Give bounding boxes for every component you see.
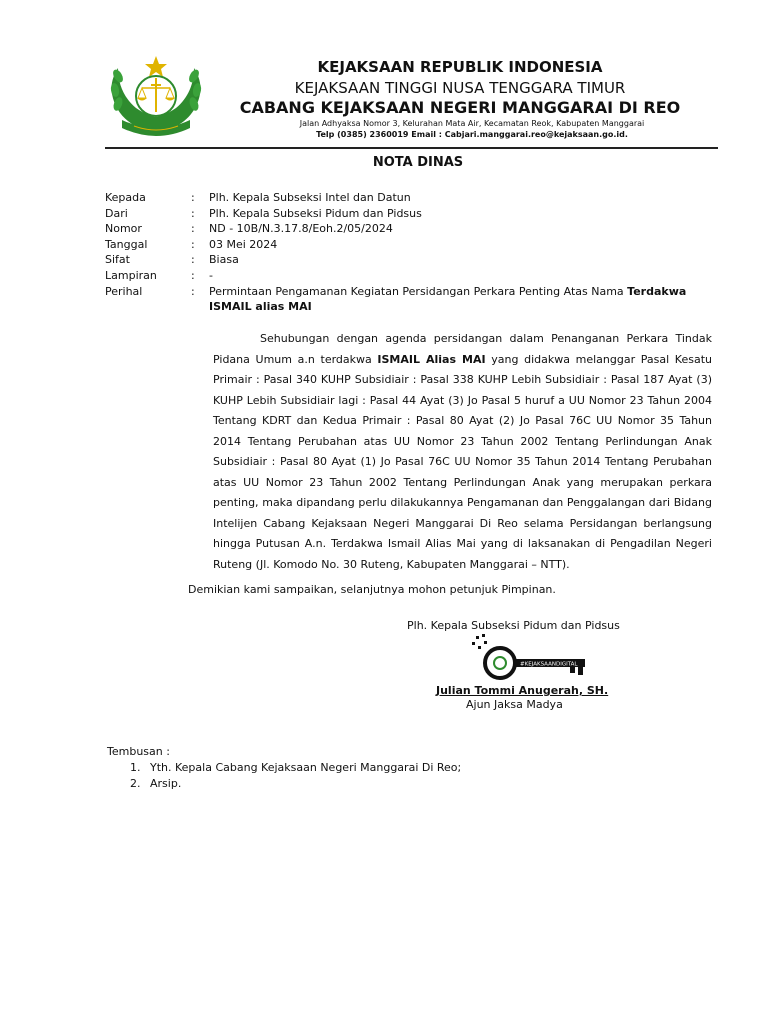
- body-text-main: yang didakwa melanggar Pasal Kesatu Primair : Pasal 340 KUHP Subsidiair : Pasal 338 KUHP Lebih Subsidiair : Pasal 187 Ayat (3) KUHP Lebih Subsidiair lagi : Pasal 44 Ayat (3) Jo Pasal 5 huruf a UU Nomor 23 Tahun 2004 Tentang KDRT dan Kedua Primair : Pasal 80 Ayat (2) Jo Pasal 76C UU Nomor 35 Tahun 2014 Tentang Perubahan atas UU Nomor 23 Tahun 2002 Tentang Perlindungan Anak Subsidiair : Pasal 80 Ayat (1) Jo Pasal 76C UU Nomor 35 Tahun 2014 Tentang Perubahan atas UU Nomor 23 Tahun 2002 Tentang Perlindungan Anak yang merupakan perkara penting, maka dipandang perlu dilakukannya Pengamanan dan Penggalangan dari Bidang Intelijen Cabang Kejaksaan Negeri Manggarai Di Reo selama Persidangan berlangsung hingga Putusan A.n. Terdakwa Ismail Alias Mai yang di laksanakan di Pengadilan Negeri Ruteng (Jl. Komodo No. 30 Ruteng, Kabupaten Manggarai – NTT).: [213, 352, 712, 571]
- meta-row-dari: [105, 206, 715, 222]
- cc-item: [130, 776, 461, 792]
- meta-colon: :: [191, 284, 195, 298]
- meta-value: Plh. Kepala Subseksi Intel dan Datun: [209, 191, 411, 204]
- meta-label: Lampiran: [105, 268, 157, 282]
- closing-sentence: Demikian kami sampaikan, selanjutnya mohon petunjuk Pimpinan.: [188, 583, 556, 596]
- meta-row-kepada: [105, 190, 715, 206]
- signatory-title: Plh. Kepala Subseksi Pidum dan Pidsus: [407, 619, 620, 632]
- high-prosecutor-office: KEJAKSAAN TINGGI NUSA TENGGARA TIMUR: [294, 79, 626, 97]
- meta-label: Sifat: [105, 253, 130, 267]
- meta-value: Biasa: [209, 253, 239, 267]
- subject-defendant: Terdakwa ISMAIL alias MAI: [209, 284, 687, 314]
- cc-item-number: 1.: [130, 761, 141, 774]
- office-address: Jalan Adhyaksa Nomor 3, Kelurahan Mata Air, Kecamatan Reok, Kabupaten Manggarai: [299, 119, 645, 128]
- meta-label: Tanggal: [105, 237, 148, 251]
- meta-row-nomor: [105, 221, 715, 237]
- meta-row-lampiran: [105, 268, 715, 284]
- cc-item-text: Arsip.: [150, 777, 182, 790]
- meta-label: Nomor: [105, 222, 142, 236]
- meta-label: Perihal: [105, 284, 143, 298]
- meta-value: Plh. Kepala Subseksi Pidum dan Pidsus: [209, 206, 422, 220]
- meta-row-tanggal: [105, 237, 715, 253]
- meta-value-subject: [209, 284, 715, 315]
- meta-label: Kepada: [105, 191, 146, 204]
- signatory-rank: Ajun Jaksa Madya: [466, 698, 563, 711]
- document-title: NOTA DINAS: [372, 155, 464, 170]
- institution-name: KEJAKSAAN REPUBLIK INDONESIA: [317, 58, 603, 76]
- meta-colon: :: [191, 253, 195, 267]
- meta-value: -: [209, 268, 213, 282]
- meta-colon: :: [191, 237, 195, 251]
- meta-colon: :: [191, 206, 195, 220]
- signatory-name: Julian Tommi Anugerah, SH.: [436, 684, 609, 697]
- cc-item-number: 2.: [130, 777, 141, 790]
- meta-row-sifat: [105, 252, 715, 268]
- digital-stamp-text: #KEJAKSAANDIGITAL: [520, 661, 578, 668]
- body-text-intro: Sehubungan dengan agenda persidangan dalam Penanganan Perkara Tindak Pidana Umum a.n terdakwa: [213, 332, 712, 366]
- meta-colon: :: [191, 268, 195, 282]
- meta-value: 03 Mei 2024: [209, 237, 278, 251]
- body-paragraph: [213, 329, 712, 575]
- meta-row-perihal: [105, 284, 715, 315]
- meta-colon: :: [191, 222, 195, 236]
- cc-list: [130, 760, 461, 792]
- digital-signature-key-icon: [468, 634, 590, 680]
- meta-colon: :: [191, 191, 195, 204]
- defendant-name: ISMAIL Alias MAI: [377, 352, 486, 366]
- cc-label: Tembusan :: [107, 745, 170, 758]
- memo-metadata: [105, 190, 715, 315]
- memo-body: [213, 329, 712, 575]
- meta-value: ND - 10B/N.3.17.8/Eoh.2/05/2024: [209, 222, 393, 236]
- meta-label: Dari: [105, 206, 128, 220]
- branch-office-name: CABANG KEJAKSAAN NEGERI MANGGARAI DI REO: [239, 98, 681, 117]
- header-divider: [105, 147, 718, 149]
- cc-item-text: Yth. Kepala Cabang Kejaksaan Negeri Manggarai Di Reo;: [150, 761, 462, 774]
- office-contact: Telp (0385) 2360019 Email : Cabjari.manggarai.reo@kejaksaan.go.id.: [316, 130, 628, 139]
- cc-item: [130, 760, 461, 776]
- subject-text: Permintaan Pengamanan Kegiatan Persidangan Perkara Penting Atas Nama: [209, 284, 628, 298]
